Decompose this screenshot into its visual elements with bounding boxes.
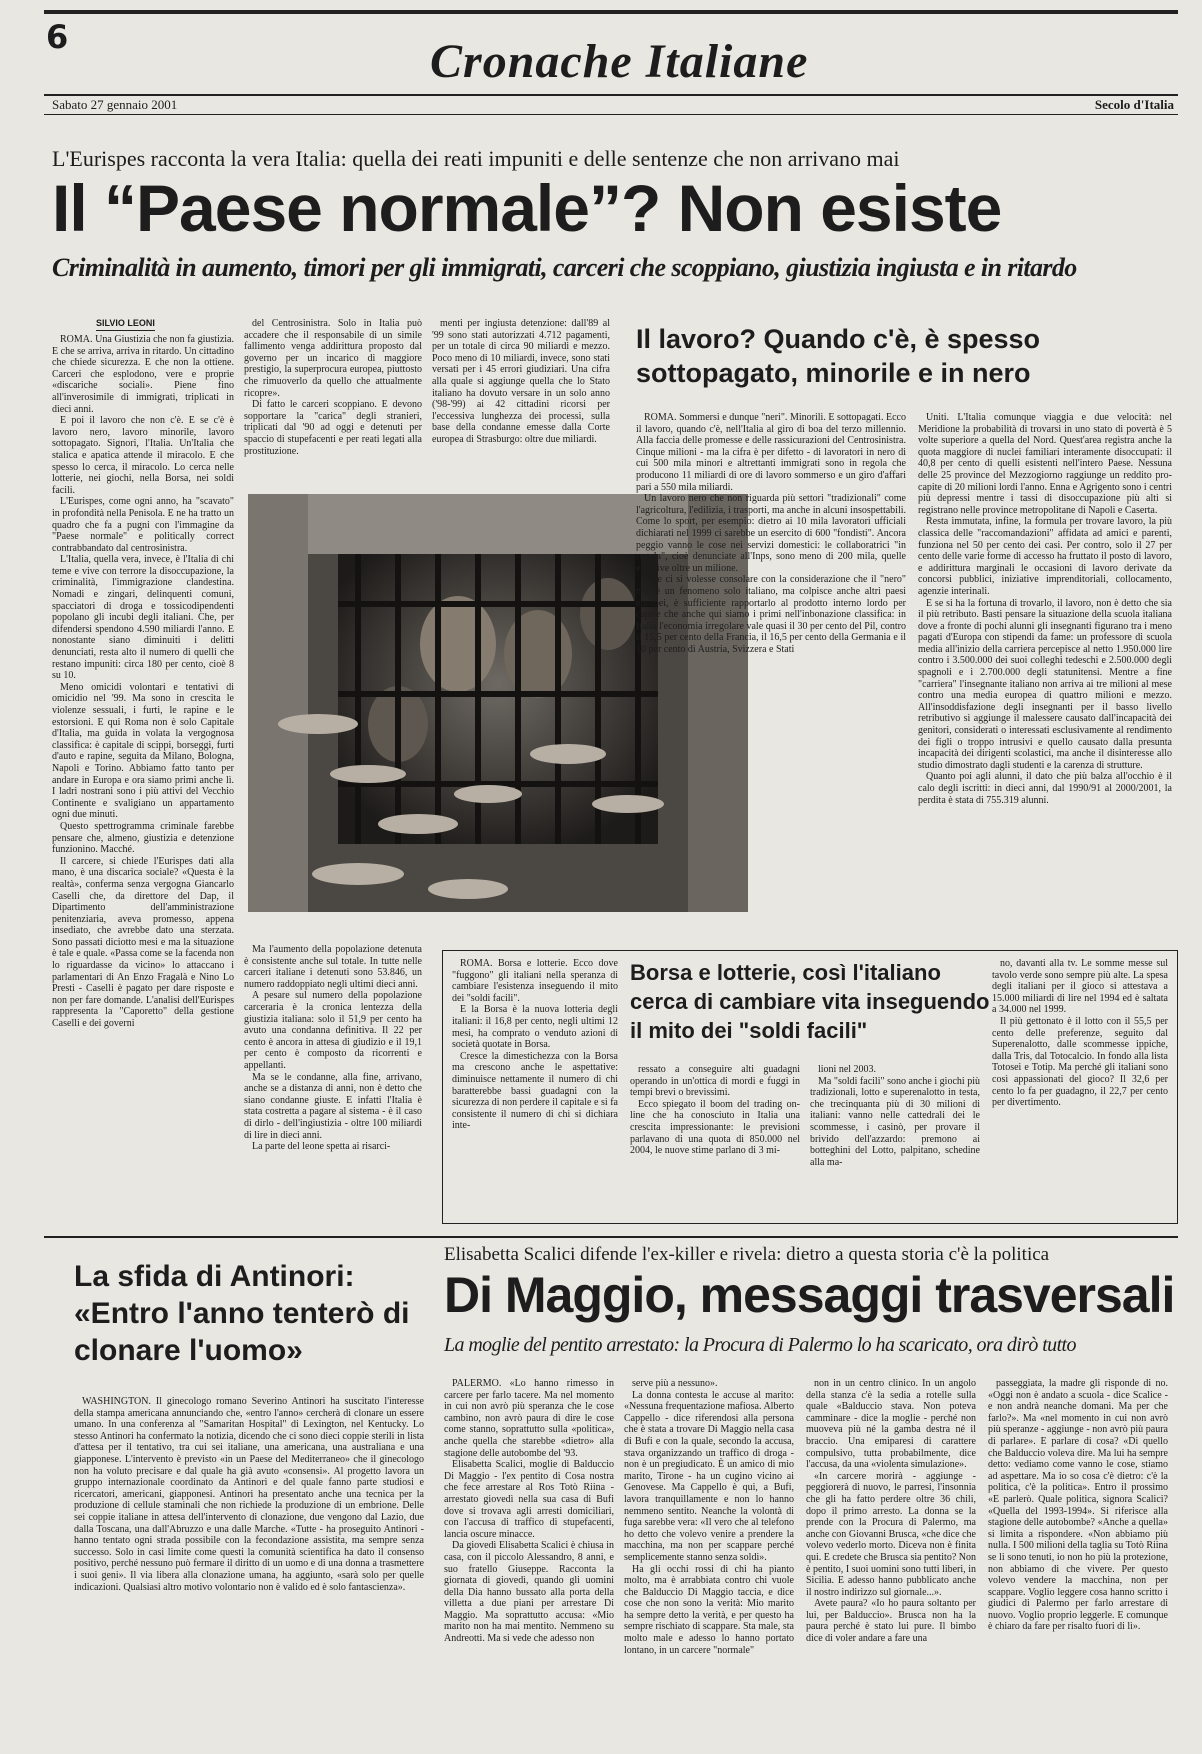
- paragraph: Il più gettonato è il lotto con il 55,5 per cento delle preferenze, seguito dal Superenalotto, dalle scommesse ippiche, dalla Tris, dal Totocalcio. In fondo alla lista Totosei e Totip. Ma perché gli italiani sono così appassionati del gioco? Il 32,6 per cento lo fa per guadagno, il 22,7 per cento per divertimento.: [992, 1015, 1168, 1109]
- dimaggio-headline: Di Maggio, messaggi trasversali: [444, 1267, 1175, 1323]
- dimaggio-col-3: [806, 1378, 976, 1734]
- top-border: [44, 10, 1178, 14]
- lavoro-col-1: [636, 412, 906, 932]
- masthead-rule: [44, 94, 1178, 96]
- paragraph: A pesare sul numero della popolazione carceraria è la cronica lentezza della giustizia italiana: solo il 51,9 per cento ha avuto una condanna definitiva. Il 22 per cento è ancora in attesa di giudizio e il 19,1 per cento è composto da ricorrenti e appellanti.: [244, 990, 422, 1071]
- masthead-rule-2: [44, 114, 1178, 115]
- paragraph: «In carcere morirà - aggiunge - peggiorerà di nuovo, le parresi, l'insonnia che gli ha fatto perdere oltre 36 chili, dopo il primo arresto. La donna se la prende con la Procura di Palermo, ma anche con Giovanni Brusca, «che dice che volevo vederlo morto. Diceva non è finita qui. E credete che Brusca sia pentito? Non è pentito, I suoi uomini sono tutti liberi, in Sicilia. E adesso hanno pubblicato anche il nostro indirizzo sul giornale...».: [806, 1470, 976, 1598]
- main-headline: Il “Paese normale”? Non esiste: [52, 171, 1002, 245]
- paragraph: E la Borsa è la nuova lotteria degli italiani: il 16,8 per cento, negli ultimi 12 mesi, ha comprato o venduto azioni di società quotate in Borsa.: [452, 1004, 618, 1051]
- byline: SILVIO LEONI: [96, 318, 155, 331]
- paragraph: L'Eurispes, come ogni anno, ha "scavato" in profondità nella Penisola. E ne ha tratto un quadro che fa a pugni con l'immagine da "Paese normale" e politically correct contrabbandato dal centrosinistra.: [52, 496, 234, 554]
- paragraph: ROMA. Borsa e lotterie. Ecco dove "fuggono" gli italiani nella speranza di cambiare l'esistenza inseguendo il mito dei "soldi facili".: [452, 958, 618, 1004]
- paragraph: Da giovedì Elisabetta Scalici è chiusa in casa, con il piccolo Alessandro, 8 anni, e suo fratello Giuseppe. Racconta la giornata di giovedì, quando gli uomini della Dia hanno bussato alla porta della villetta a due piani per arrestare Di Maggio. Ma soprattutto accusa: «Mio marito non ha mai mentito. Nemmeno su Andreotti. Ma si vede che adesso non: [444, 1540, 614, 1645]
- paragraph: non in un centro clinico. In un angolo della stanza c'è la sedia a rotelle sulla quale «Balduccio stava. Non poteva camminare - dice la moglie - perché non muoveva più né la gamba destra né il braccio. Una emiparesi di carattere compulsivo, tutta probabilmente, dice l'accusa, da una «violenta simulazione».: [806, 1378, 976, 1471]
- main-kicker: L'Eurispes racconta la vera Italia: quella dei reati impuniti e delle sentenze che non arrivano mai: [52, 146, 900, 171]
- main-col-3-top: [432, 318, 610, 478]
- paragraph: Cresce la dimestichezza con la Borsa ma crescono anche le aspettative: diminuisce nettamente il numero di chi baratterebbe bassi guadagni con la sicurezza di non perdere il capitale e si fa consistente il numero di chi si dichiara inte-: [452, 1050, 618, 1132]
- paragraph: serve più a nessuno».: [632, 1378, 718, 1389]
- newspaper-name: Secolo d'Italia: [1094, 97, 1174, 112]
- paragraph: Un lavoro nero che non riguarda più settori "tradizionali" come l'agricoltura, l'edilizia, i trasporti, ma anche in alcuni insospettabili. Come lo sport, per esempio: dietro ai 10 mila lavoratori ufficiali dichiarati nel 1999 ci sarebbe un esercito di 600 "fondisti". Ancora peggio vanno le cose nei servizi domestici: le collaboratrici "in regola", cioè denunciate all'Inps, sono meno di 200 mila, quelle effettive oltre un milione.: [636, 493, 906, 574]
- main-col-1: [52, 334, 234, 1400]
- paragraph: Ma l'aumento della popolazione detenuta è consistente anche sul totale. In tutte nelle carceri italiane i detenuti sono 53.846, un numero raddoppiato negli ultimi dieci anni.: [244, 944, 422, 990]
- paragraph: ROMA. Una Giustizia che non fa giustizia. E che se arriva, arriva in ritardo. Un cittadino che chiede sicurezza. E che non la ottiene. Carceri che esplodono, vere e proprie «discariche sociali». Piene fino all'inverosimile di immigrati, triplicati in dieci anni.: [52, 334, 234, 415]
- lavoro-headline: Il lavoro? Quando c'è, è spesso sottopagato, minorile e in nero: [636, 324, 1041, 388]
- section-divider: [44, 1236, 1178, 1238]
- paragraph: menti per ingiusta detenzione: dall'89 al '99 sono stati autorizzati 4.712 pagamenti, per un totale di circa 90 miliardi e mezzo. Poco meno di 10 miliardi, invece, sono stati versati per i 45 errori giudiziari. Una cifra alla quale si aggiunge quella che lo Stato italiano ha dovuto versare in un solo anno ('98-'99) ai 42 cittadini ricorsi per l'eccessiva lunghezza dei processi, sulla base della condanne emesse dalla Corte europea di Strasburgo: oltre due miliardi.: [432, 318, 610, 445]
- paragraph: Ha gli occhi rossi di chi ha pianto molto, ma è arrabbiata contro chi vuole che Balduccio Di Maggio taccia, e dice cose che non sono la verità: Mio marito ha sempre detto la verità, e per questo ha sempre rischiato di scappare. Sta male, sta molto male e adesso lo hanno portato lontano, in un carcere "normale": [624, 1563, 794, 1656]
- borsa-col-2: [630, 1064, 800, 1216]
- page-number: 6: [46, 18, 69, 56]
- paragraph: Ecco spiegato il boom del trading on-line che ha conosciuto in Italia una crescita impressionante: le previsioni parlavano di una quota di 850.000 nel 2004, le nuove stime parlano di 3 mi-: [630, 1098, 800, 1157]
- dimaggio-col-2: [624, 1378, 794, 1734]
- paragraph: Di fatto le carceri scoppiano. E devono sopportare la "carica" degli stranieri, triplicati dal '90 ad oggi e detenuti per spaccio di stupefacenti e per reati legati alla prostituzione.: [244, 399, 422, 457]
- paragraph: no, davanti alla tv. Le somme messe sul tavolo verde sono sempre più alte. La spesa degli italiani per il gioco si attestava a 15.000 miliardi di lire nel 1994 ed è saltata a 34.000 nel 1999.: [992, 958, 1168, 1016]
- paragraph: Ma "soldi facili" sono anche i giochi più tradizionali, lotto e superenalotto in testa, che trecinquanta più di 30 milioni di italiani: vanno nelle cattedrali dei le scommesse, i casinò, per provare il brivido dell'azzardo: premono ai botteghini del Lotto, palpitano, schedine alla ma-: [810, 1075, 980, 1168]
- paragraph: ressato a conseguire alti guadagni operando in un'ottica di mordi e fuggi in tempi brevi o brevissimi.: [630, 1064, 800, 1099]
- paragraph: del Centrosinistra. Solo in Italia può accadere che il responsabile di un simile fallimento venga addirittura proposto dal governo per un incarico di maggiore prestigio, la superprocura europea, piuttosto che rimuoverlo da quello che attualmente ricopre».: [244, 318, 422, 399]
- dimaggio-col-1: [444, 1378, 614, 1734]
- paragraph: E se si ha la fortuna di trovarlo, il lavoro, non è detto che sia il più retributo. Basti pensare la situazione della scuola italiana dove a fronte di pochi alunni gli insegnanti figurano tra i meno pagati d'Europa con stipendi da fame: un professore di scuola media all'inizio della carriera percepisce al netto 1.950.000 lire contro i 3.500.000 dei suoi colleghi tedeschi e 2.500.000 degli spagnoli e i 2.700.000 degli statunitensi. Mentre a fine "carriera" l'insegnante italiano non arriva ai tre milioni al mese contro una media europea di quattro milioni e mezzo. All'insoddisfazione degli insegnanti per il basso livello retributivo si aggiunge il malessere causato dall'incapacità dei genitori, considerati o interessati esclusivamente al rendimento dei figli o troppo intrusivi e quello causato dalla presunta incapacità dei dirigenti scolastici, ma anche il disinteresse allo studio dimostrato dagli studenti e la carenza di strutture.: [918, 597, 1172, 771]
- borsa-col-3: [810, 1064, 980, 1216]
- dimaggio-col-4: [988, 1378, 1168, 1734]
- paragraph: ROMA. Sommersi e dunque "neri". Minorili. E sottopagati. Ecco il lavoro, quando c'è, nell'Italia al giro di boa del terzo millennio. Alla faccia delle promesse e delle rassicurazioni del Centrosinistra. Cinque milioni - ma la cifra è per difetto - di lavoratori in nero di cui 500 mila minori e altrettanti immigrati sono in regola che producono 11 miliardi di ore di lavoro sommerso e un giro d'affari pari a 550 mila miliardi.: [636, 412, 906, 493]
- paragraph: L'Italia, quella vera, invece, è l'Italia di chi teme e vive con terrore la disoccupazione, la criminalità, l'immigrazione clandestina. Nomadi e zingari, delinquenti comuni, spacciatori di droga e tossicodipendenti popolano gli incubi degli italiani. Che, per difendersi spendono 4.590 miliardi l'anno. E nonostante siano diminuiti i delitti denunciati, resta alto il numero di quelli che restano impuniti: circa 180 per cento, cioè 8 su 10.: [52, 554, 234, 682]
- paragraph: WASHINGTON. Il ginecologo romano Severino Antinori ha suscitato l'interesse della stampa americana annunciando che, «entro l'anno» cercherà di clonare un essere umano. In una conferenza al "Samaritan Hospital" di Lexington, nel Kentucky. Lo stesso Antinori ha confermato la notizia, dicendo che ci sono dieci coppie sterili in lista d'attesa per il tentativo, tra cui sei italiane, una americana, una australiana e una giapponese. L'intervento è previsto «in un Paese del Mediterraneo» che il ginecologo non ha voluto precisare e dal quale ha già avuto «consensi». Al progetto lavora un gruppo internazionale coordinato da Antinori e del quale fanno parte studiosi e ricercatori, americani, giapponesi. Antinori ha presentato anche una tecnica per la produzione di cellule staminali che non richiede la produzione di un embrione. Delle sei coppie italiane in attesa dell'intervento di clonazione, due vengono dal Lazio, due dalla Toscana, una dall'Abruzzo e una dalle Marche. «Tutte - ha proseguito Antinori - hanno tentato ogni strada possibile con la fecondazione assistita, ma sempre senza successo. Solo in casi limite come questi la comunità scientifica ha dato il consenso positivo, perché nessuno può fermare il diritto di un uomo e di una donna a trasmettere i suoi geni». Il via libera alla clonazione umana, ha aggiunto, «sarà solo per quelle indicazioni. Qualsiasi altro motivo volontario non è valido ed è solo fantascienza».: [74, 1396, 424, 1593]
- borsa-headline: Borsa e lotterie, così l'italiano cerca di cambiare vita inseguendo il mito dei "soldi facili": [630, 960, 990, 1043]
- borsa-col-4: [992, 958, 1168, 1216]
- paragraph: PALERMO. «Lo hanno rimesso in carcere per farlo tacere. Ma nel momento in cui non avrò più speranza che le cose cambino, non avrò paura di dire le cose come stanno, soprattutto sulla «politica», anche quella che starebbe «dietro» alla stagione delle autobombe del '93.: [444, 1378, 614, 1459]
- paragraph: lioni nel 2003.: [818, 1064, 877, 1075]
- section-title: Cronache Italiane: [430, 35, 809, 88]
- paragraph: Avete paura? «Io ho paura soltanto per lui, per Balduccio». Brusca non ha la paura perché è stato lui pure. Il bimbo dice di voler andare a fare una: [806, 1598, 976, 1645]
- paragraph: Quanto poi agli alunni, il dato che più balza all'occhio è il calo degli iscritti: in dieci anni, dal 1990/91 al 2000/2001, la perdita è stata di 755.319 alunni.: [918, 771, 1172, 806]
- paragraph: Uniti. L'Italia comunque viaggia e due velocità: nel Meridione la probabilità di trovarsi in uno stato di povertà è 5 volte superiore a quella del Nord. Quest'area registra anche la quota maggiore di nuclei familiari interamente disoccupati: il 40,8 per cento di quelli esistenti nell'intero Paese. Nessuna delle 25 province del Mezzogiorno raggiunge un reddito pro-capite di 20 milioni lordi l'anno. Enna e Agrigento sono i centri più depressi mentre i tassi di disoccupazione più alti si registrano nelle province metropolitane di Napoli e Caserta.: [918, 412, 1172, 516]
- antinori-headline: La sfida di Antinori: «Entro l'anno tenterò di clonare l'uomo»: [74, 1260, 410, 1367]
- paragraph: E se ci si volesse consolare con la considerazione che il "nero" non è un fenomeno solo italiano, ma colpisce anche altri paesi europei, è sufficiente rapportarlo al prodotto interno lordo per capire che anche qui siamo i primi nell'inbonazione classifica: in Italia l'economia irregolare vale quasi il 30 per cento del Pil, contro il 15,5 per cento della Francia, il 16,5 per cento della Germania e il 10 per cento di Austria, Svizzera e Stati: [636, 574, 906, 655]
- paragraph: E poi il lavoro che non c'è. E se c'è è lavoro nero, lavoro minorile, lavoro sottopagato. Signori, l'Italia. Un'Italia che stalica e apatica attende il miracolo. E che spesso lo cerca, il miracolo. Lo cerca nelle lotterie, nei giochi, nella Borsa, nei soldi facili.: [52, 415, 234, 496]
- paragraph: Meno omicidi volontari e tentativi di omicidio nel '99. Ma sono in crescita le violenze sessuali, i furti, le rapine e le estorsioni. E qui Roma non è solo Capitale d'Italia, ma guida in volata la vergognosa classifica: è capitale di scippi, borseggi, furti d'auto e rapine, seguita da Milano, Bologna, Napoli e Torino. Abbiamo fatto tanto per andare in Europa e ora siamo primi anche lì. I ladri nostrani sono i più attivi del Vecchio Continente e svaligiano un appartamento ogni due minuti.: [52, 681, 234, 821]
- antinori-body: [74, 1396, 424, 1726]
- lavoro-col-2: [918, 412, 1172, 932]
- borsa-col-1: [452, 958, 618, 1216]
- dimaggio-kicker: Elisabetta Scalici difende l'ex-killer e rivela: dietro a questa storia c'è la politica: [444, 1244, 1050, 1265]
- paragraph: passeggiata, la madre gli risponde di no. «Oggi non è andato a scuola - dice Scalice - e non andrà neanche domani. Ma per che farlo?». Ma «nel momento in cui non avrò più speranze - aggiunge - non avrò più paura di parlare». E parlare di cosa? «Di quello che Balduccio voleva dire. Ma lui ha sempre detto: vediamo come vanno le cose, stiamo ad aspettare. Ma io so cosa c'è dietro: c'è la politica, c'è la politica». Entro il prossimo «E parlerò. Quale politica, signora Scalici? «Quella del 1993-1994». Si riferisce alla stagione delle autobombe? «Anche a quella» si limita a rispondere. «Non abbiamo più nulla. I 500 milioni della taglia su Totò Riina se li sono tenuti, io non ho più la protezione, non abbiamo di che vivere. Per questo volevo vendere la macchina, non per scappare. Voglio leggere cosa hanno scritto i giudici di Palermo per farlo arrestare di nuovo. Voglio proprio leggerle. E comunque è chiaro da fare per risalto fuori di lì».: [988, 1378, 1168, 1633]
- paragraph: Ma se le condanne, alla fine, arrivano, anche se a distanza di anni, non è detto che siano condanne giuste. E infatti l'Italia è stata costretta a pagare al sistema - è il caso di dirlo - dell'ingiustizia - oltre 100 miliardi di lire in dieci anni.: [244, 1071, 422, 1141]
- paragraph: La parte del leone spetta ai risarci-: [252, 1141, 391, 1153]
- date-line: Sabato 27 gennaio 2001: [52, 97, 178, 112]
- paragraph: Il carcere, si chiede l'Eurispes dati alla mano, è una discarica sociale? «Questa è la realtà», conferma senza vergogna Giancarlo Caselli che, da direttore del Dap, il Dipartimento dell'amministrazione penitenziaria, aveva promesso, appena insediato, che avrebbe dato una sterzata. Sono passati diciotto mesi e ma la situazione è tale e quale. «Passa come se la facenda non lo riguardasse da vicino» lo attaccano i parlamentari di An Enzo Fragalà e Nino Lo Presti - Caselli è pagato per dare risposte e non per fare domande. L'analisi dell'Eurispes rappresenta la "Caporetto" della gestione Caselli e dei governi: [52, 855, 234, 1030]
- paragraph: Resta immutata, infine, la formula per trovare lavoro, la più classica delle "raccomandazioni" affidata ad amici e parenti, funziona nel 50 per cento dei casi. Per contro, solo il 27 per cento delle varie forme di accesso ha fruttato il posto di lavoro, e addirittura marginali le occasioni di lavoro derivate da concorsi pubblici, iniziative imprenditoriali, collocamento, agenzie interinali.: [918, 516, 1172, 597]
- paragraph: Elisabetta Scalici, moglie di Balduccio Di Maggio - l'ex pentito di Cosa nostra che fece arrestare al Ros Totò Riina - arrestato giovedì nella sua casa di Bufi dove si trovava agli arresti domiciliari, con l'accusa di traffico di stupefacenti, lancia oscure minacce.: [444, 1459, 614, 1540]
- paragraph: La donna contesta le accuse al marito: «Nessuna frequentazione mafiosa. Alberto Cappello - dice riferendosi alla persona che è stata a trovare Di Maggio nella casa di Bufi e con la quale, secondo la accusa, stava organizzando un traffico di droga - non è un pregiudicato. È un amico di mio marito, Tirone - ha un cugino vicino ai Genovese. Ma Cappello è qui, a Bufi, lavora tranquillamente e non lo hanno nemmeno sentito. Neanche la volontà di fuga sarebbe vera: «Il vero che al telefono ho detto che volevo venire a prendere la macchina, ma non per scappare perché semplicemente stanno senza soldi».: [624, 1389, 794, 1563]
- main-col-2-top: [244, 318, 422, 478]
- main-subheadline: Criminalità in aumento, timori per gli immigrati, carceri che scoppiano, giustizia ingiusta e in ritardo: [52, 253, 1077, 282]
- dimaggio-subheadline: La moglie del pentito arrestato: la Procura di Palermo lo ha scaricato, ora dirò tutto: [444, 1334, 1076, 1356]
- paragraph: Questo spettrogramma criminale farebbe pensare che, almeno, giustizia e detenzione funzionino. Macché.: [52, 820, 234, 856]
